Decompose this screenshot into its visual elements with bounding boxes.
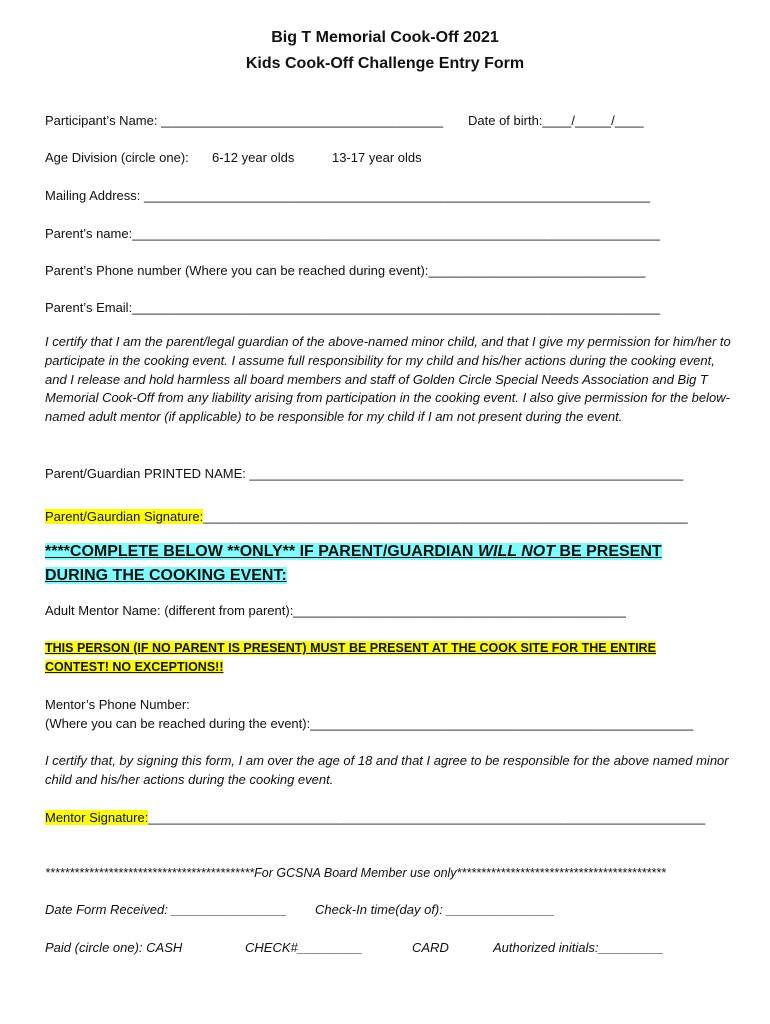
mentor-signature-field[interactable] [45,810,705,826]
paid-option-check[interactable]: CHECK#_________ [245,940,363,955]
authorized-initials-field[interactable]: Authorized initials:_________ [493,940,664,955]
date-of-birth-field[interactable]: Date of birth:____/_____/____ [468,113,644,128]
mailing-address-field[interactable]: Mailing Address: ______________________________________________________________________ [45,188,651,203]
complete-below-heading-line2 [45,566,287,586]
board-use-only-banner: *******************************************For GCSNA Board Member use only******************************************* [45,866,666,880]
parents-email-field[interactable]: Parent’s Email:_________________________________________________________________________ [45,300,660,315]
mentor-certification-text: I certify that, by signing this form, I am over the age of 18 and that I agree to be responsible for the above named minor child and his/her actions during the cooking event. [45,753,729,787]
mentor-warning-line2 [45,658,223,677]
mentor-phone-field[interactable]: (Where you can be reached during the event):_____________________________________________________ [45,716,694,731]
paid-option-card[interactable]: CARD [412,940,449,955]
guardian-signature-line[interactable]: ___________________________________________________________________ [203,509,688,524]
parents-phone-field[interactable]: Parent’s Phone number (Where you can be reached during event):______________________________ [45,263,646,278]
parent-certification-text: I certify that I am the parent/legal guardian of the above-named minor child, and that I give my permission for him/her to participate in the cooking event. I assume full responsibility for my child and his/her actions during the cooking event, and I release and hold harmless all board members and staff of Golden Circle Special Needs Association and Big T Memorial Cook-Off from any liability arising from participation in the cooking event. I also give permission for the below-named adult mentor (if applicable) to be responsible for my child if I am not present during the event. [45,334,731,425]
date-form-received-field[interactable]: Date Form Received: ________________ [45,902,288,917]
complete-below-text-3: DURING THE COOKING EVENT: [45,567,287,584]
guardian-signature-field[interactable] [45,509,688,525]
age-option-13-17[interactable]: 13-17 year olds [332,150,422,165]
check-in-time-field[interactable]: Check-In time(day of): _______________ [315,902,555,917]
mentor-warning-line1 [45,639,656,658]
parents-name-field[interactable]: Parent’s name:_________________________________________________________________________ [45,226,660,241]
adult-mentor-name-field[interactable]: Adult Mentor Name: (different from parent):______________________________________________ [45,603,626,618]
complete-below-text-2: BE PRESENT [554,543,662,560]
guardian-printed-name-field[interactable]: Parent/Guardian PRINTED NAME: ____________________________________________________________ [45,466,684,481]
complete-below-heading [45,542,662,562]
form-subtitle: Kids Cook-Off Challenge Entry Form [245,55,525,72]
complete-below-emphasis: WILL NOT [477,543,555,560]
participant-name-field[interactable]: Participant’s Name: _______________________________________ [45,113,444,128]
complete-below-text-1: ****COMPLETE BELOW **ONLY** IF PARENT/GUARDIAN [45,543,478,560]
age-option-6-12[interactable]: 6-12 year olds [212,150,295,165]
paid-option-cash[interactable]: Paid (circle one): CASH [45,940,183,955]
mentor-signature-label: Mentor Signature: [45,810,149,825]
form-title: Big T Memorial Cook-Off 2021 [271,29,499,46]
age-division-label: Age Division (circle one): [45,150,189,165]
mentor-signature-line[interactable]: _____________________________________________________________________________ [148,810,706,825]
mentor-warning-text-1: THIS PERSON (IF NO PARENT IS PRESENT) MUST BE PRESENT AT THE COOK SITE FOR THE ENTIRE [45,641,656,655]
mentor-phone-label: Mentor’s Phone Number: [45,697,190,712]
mentor-warning-text-2: CONTEST! NO EXCEPTIONS!! [45,660,224,674]
guardian-signature-label: Parent/Gaurdian Signature: [45,509,204,524]
